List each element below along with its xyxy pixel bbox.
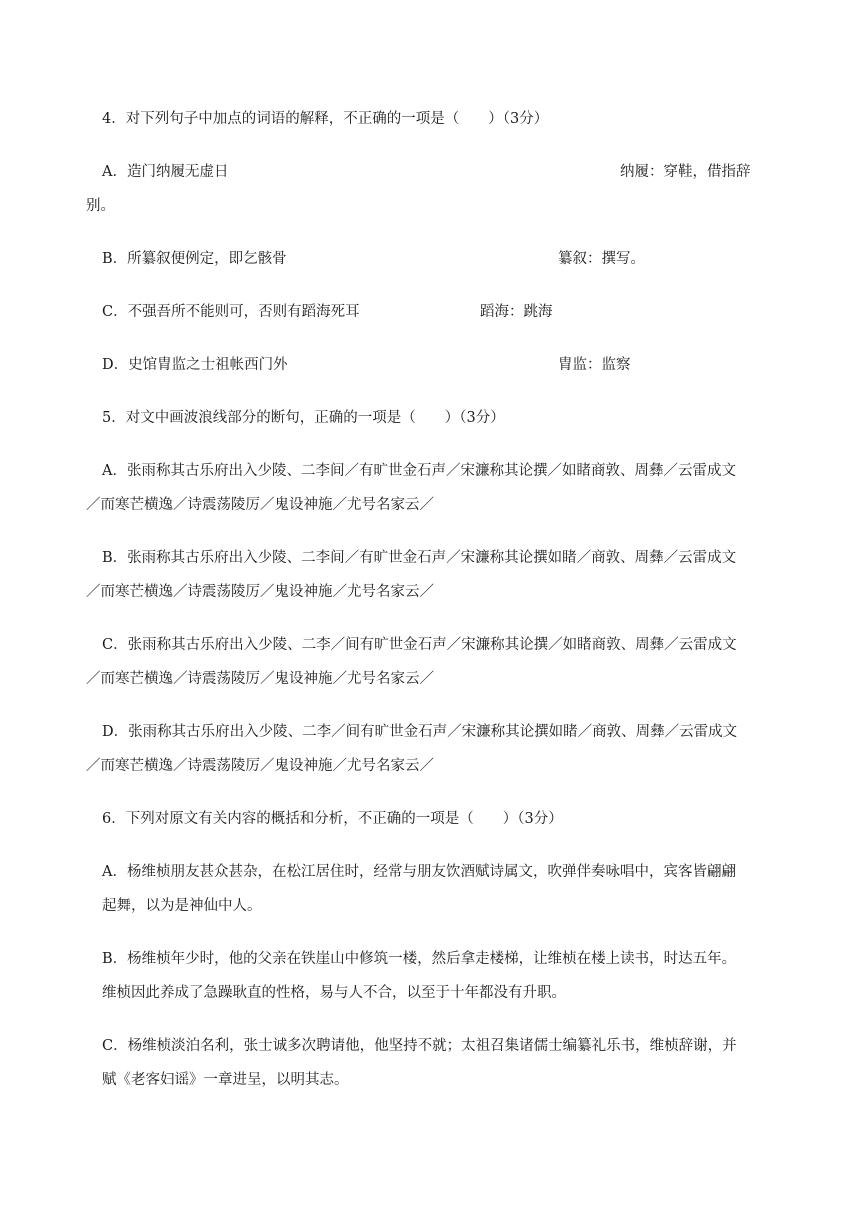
q4-option-b-gloss: 纂叙：撰写。 [558,251,645,267]
q4-option-d-gloss: 胄监：监察 [558,357,631,373]
q4-option-a-gloss-tail: 别。 [86,198,115,214]
q5-option-a-line2: ／而寒芒横逸／诗震荡陵厉／鬼设神施／尤号名家云／ [86,497,434,513]
q4-stem: 4．对下列句子中加点的词语的解释，不正确的一项是（ ）（3分） [102,111,549,127]
q4-option-b-text: B．所纂叙便例定，即乞骸骨 [102,251,287,267]
q4-option-c [102,301,758,323]
q4-option-a-gloss: 纳履：穿鞋，借指辞 [620,164,751,180]
q4-option-c-gloss: 蹈海：跳海 [480,304,553,320]
q5-option-c [86,634,758,690]
q5-option-d-line2: ／而寒芒横逸／诗震荡陵厉／鬼设神施／尤号名家云／ [86,758,434,774]
q6-option-c-line2: 赋《老客妇谣》一章进呈，以明其志。 [102,1072,349,1088]
q6-option-a [102,861,758,917]
q5-option-c-line1: C．张雨称其古乐府出入少陵、二李／间有旷世金石声／宋濂称其论撰／如睹商敦、周彝／云雷成文 [102,637,737,653]
q5-option-c-line2: ／而寒芒横逸／诗震荡陵厉／鬼设神施／尤号名家云／ [86,671,434,687]
q5-option-a-line1: A．张雨称其古乐府出入少陵、二李间／有旷世金石声／宋濂称其论撰／如睹商敦、周彝／云雷成文 [102,463,736,479]
q5-option-d-line1: D．张雨称其古乐府出入少陵、二李／间有旷世金石声／宋濂称其论撰如睹／商敦、周彝／云雷成文 [102,724,738,740]
q6-option-b [102,948,758,1004]
q6-stem: 6．下列对原文有关内容的概括和分析，不正确的一项是（ ）（3分） [102,811,563,827]
q5-option-d [86,721,758,777]
q4-option-d [102,354,758,376]
q5-option-b-line2: ／而寒芒横逸／诗震荡陵厉／鬼设神施／尤号名家云／ [86,584,434,600]
q4-option-a [86,161,758,217]
q6-option-b-line2: 维桢因此养成了急躁耿直的性格，易与人不合，以至于十年都没有升职。 [102,985,566,1001]
q5-option-b-line1: B．张雨称其古乐府出入少陵、二李间／有旷世金石声／宋濂称其论撰如睹／商敦、周彝／云雷成文 [102,550,737,566]
q4-option-a-text: A．造门纳履无虚日 [102,164,229,180]
q6-option-a-line2: 起舞，以为是神仙中人。 [102,898,262,914]
q6-option-a-line1: A．杨维桢朋友甚众甚杂，在松江居住时，经常与朋友饮酒赋诗属文，吹弹伴奏咏唱中，宾客皆翩翩 [102,864,736,880]
q5-stem: 5．对文中画波浪线部分的断句，正确的一项是（ ）（3分） [102,410,505,426]
q4-option-d-text: D．史馆胄监之士祖帐西门外 [102,357,288,373]
q6-option-b-line1: B．杨维桢年少时，他的父亲在铁崖山中修筑一楼，然后拿走楼梯，让维桢在楼上读书，时达五年。 [102,951,737,967]
q6-option-c [102,1035,758,1091]
q4-option-c-text: C．不强吾所不能则可，否则有蹈海死耳 [102,304,360,320]
document-page [86,108,758,1122]
q5-option-a [86,460,758,516]
q4-option-b [102,248,758,270]
q5-option-b [86,547,758,603]
q6-option-c-line1: C．杨维桢淡泊名利，张士诚多次聘请他，他坚持不就；太祖召集诸儒士编纂礼乐书，维桢辞谢，并 [102,1038,737,1054]
